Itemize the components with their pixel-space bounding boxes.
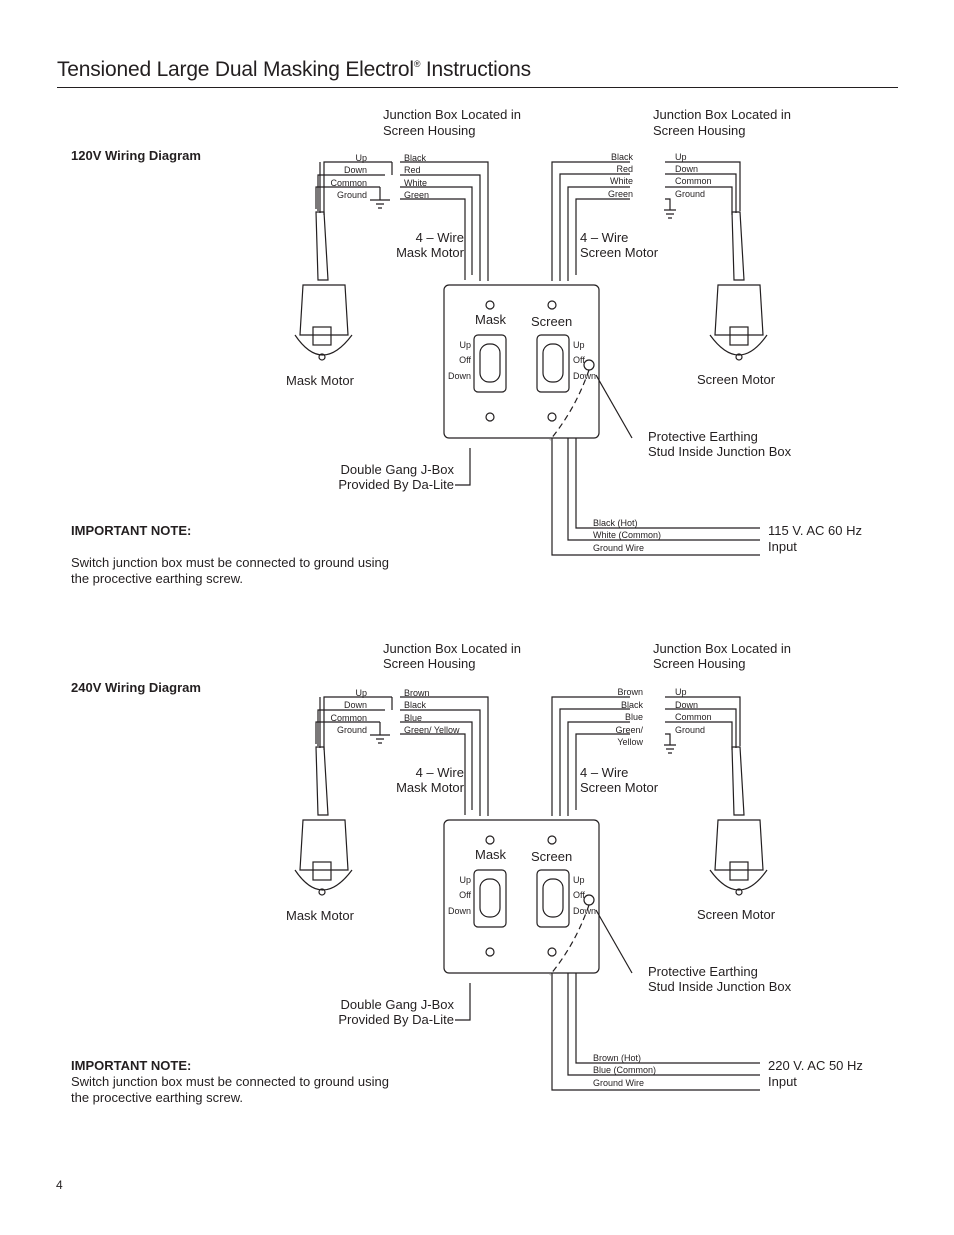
right-function-up: Up [675,687,687,697]
left-color-2: Red [404,165,421,175]
svg-text:Junction Box Located in [383,107,521,122]
left-color-1: Black [404,153,427,163]
earthing-label-2: Stud Inside Junction Box [648,444,792,459]
screen-motor-label: Screen Motor [697,372,776,387]
left-function-up: Up [355,688,367,698]
right-color-5: Yellow [617,737,643,747]
screen-pos-up: Up [573,875,585,885]
right-color-4: Green [607,189,633,199]
screen-wire-label-2: Screen Motor [580,245,659,260]
supply-wire-ground: Ground Wire [593,543,645,553]
right-color-3: Blue [624,712,643,722]
junction-left-line2: Screen Housing [383,656,476,671]
mask-pos-off: Off [459,890,471,900]
supply-wire-common: Blue (Common) [593,1065,657,1075]
junction-right-line1: Junction Box Located in [653,107,792,122]
screen-pos-down: Down [573,906,597,916]
mask-pos-down: Down [447,371,471,381]
diagram-heading: 120V Wiring Diagram [71,148,201,163]
left-function-down: Down [343,700,367,710]
left-function-up: Up [355,153,367,163]
left-color-3: White [404,178,428,188]
supply-wire-hot: Black (Hot) [593,518,638,528]
title-rule [57,87,898,88]
junction-right-line1: Junction Box Located in [653,641,792,656]
input-label-1: 115 V. AC 60 Hz [768,523,862,538]
left-color-2: Black [404,700,427,710]
jbox-label-1: Double Gang J-Box [340,997,454,1012]
mask-wire-label-1: 4 – Wire [415,230,464,245]
switch-mask-label: Mask [475,312,507,327]
right-color-1: Black [610,152,633,162]
right-function-down: Down [675,700,699,710]
input-label-1: 220 V. AC 50 Hz [768,1058,863,1073]
junction-right-line2: Screen Housing [653,656,746,671]
junction-left-line2: Screen Housing [383,123,476,138]
left-color-4: Green/ Yellow [404,725,460,735]
svg-text:Screen Housing [383,123,476,138]
diagram-heading: 240V Wiring Diagram [71,680,201,695]
right-function-common: Common [675,712,712,722]
earthing-label-2: Stud Inside Junction Box [648,979,792,994]
mask-wire-label-2: Mask Motor [396,245,464,260]
right-function-up: Up [675,152,687,162]
junction-right-line2: Screen Housing [653,123,746,138]
supply-wire-ground: Ground Wire [593,1078,645,1088]
left-function-common: Common [330,178,367,188]
earthing-label-1: Protective Earthing [648,429,758,444]
screen-wire-label-1: 4 – Wire [580,765,629,780]
screen-wire-label-2: Screen Motor [580,780,659,795]
mask-pos-down: Down [447,906,471,916]
junction-left-line1: Junction Box Located in [383,107,522,122]
jbox-label-1: Double Gang J-Box [340,462,454,477]
mask-wire-label-1: 4 – Wire [415,765,464,780]
important-note-text: Switch junction box must be connected to ground using the procective earthing screw. [71,1074,389,1105]
svg-text:Junction Box Located in [653,107,791,122]
right-function-common: Common [675,176,712,186]
page-title: Tensioned Large Dual Masking Electrol® Instructions [57,58,531,81]
supply-wire-common: White (Common) [593,530,662,540]
switch-mask-label: Mask [475,847,507,862]
right-function-ground: Ground [675,189,706,199]
screen-motor-label: Screen Motor [697,907,776,922]
mask-motor-label: Mask Motor [286,908,354,923]
input-label-2: Input [768,539,797,554]
mask-pos-up: Up [459,340,471,350]
right-color-2: Black [620,700,643,710]
screen-pos-down: Down [573,371,597,381]
left-function-ground: Ground [336,725,367,735]
right-function-down: Down [675,164,699,174]
right-color-1: Brown [617,687,643,697]
left-function-ground: Ground [336,190,367,200]
left-color-1: Brown [404,688,430,698]
wiring-diagram-240v [0,635,954,1170]
wiring-diagram-120v [0,100,954,635]
right-color-4: Green/ [615,725,643,735]
mask-wire-label-2: Mask Motor [396,780,464,795]
screen-pos-up: Up [573,340,585,350]
junction-left-line1: Junction Box Located in [383,641,522,656]
mask-pos-up: Up [459,875,471,885]
left-function-common: Common [330,713,367,723]
jbox-label-2: Provided By Da-Lite [338,1012,454,1027]
important-note-title: IMPORTANT NOTE: [71,1058,192,1073]
earthing-label-1: Protective Earthing [648,964,758,979]
left-function-down: Down [343,165,367,175]
left-color-3: Blue [404,713,423,723]
right-color-2: Red [616,164,633,174]
left-color-4: Green [404,190,430,200]
mask-motor-label: Mask Motor [286,373,354,388]
input-label-2: Input [768,1074,797,1089]
mask-pos-off: Off [459,355,471,365]
screen-pos-off: Off [573,890,585,900]
right-function-ground: Ground [675,725,706,735]
switch-screen-label: Screen [531,849,573,864]
right-color-3: White [609,176,633,186]
jbox-label-2: Provided By Da-Lite [338,477,454,492]
important-note-text: Switch junction box must be connected to ground using the procective earthing screw. [71,555,389,586]
screen-wire-label-1: 4 – Wire [580,230,629,245]
switch-screen-label: Screen [531,314,573,329]
important-note-title: IMPORTANT NOTE: [71,523,192,538]
supply-wire-hot: Brown (Hot) [593,1053,642,1063]
svg-text:Screen Housing [653,123,746,138]
screen-pos-off: Off [573,355,585,365]
page-number: 4 [56,1178,63,1192]
